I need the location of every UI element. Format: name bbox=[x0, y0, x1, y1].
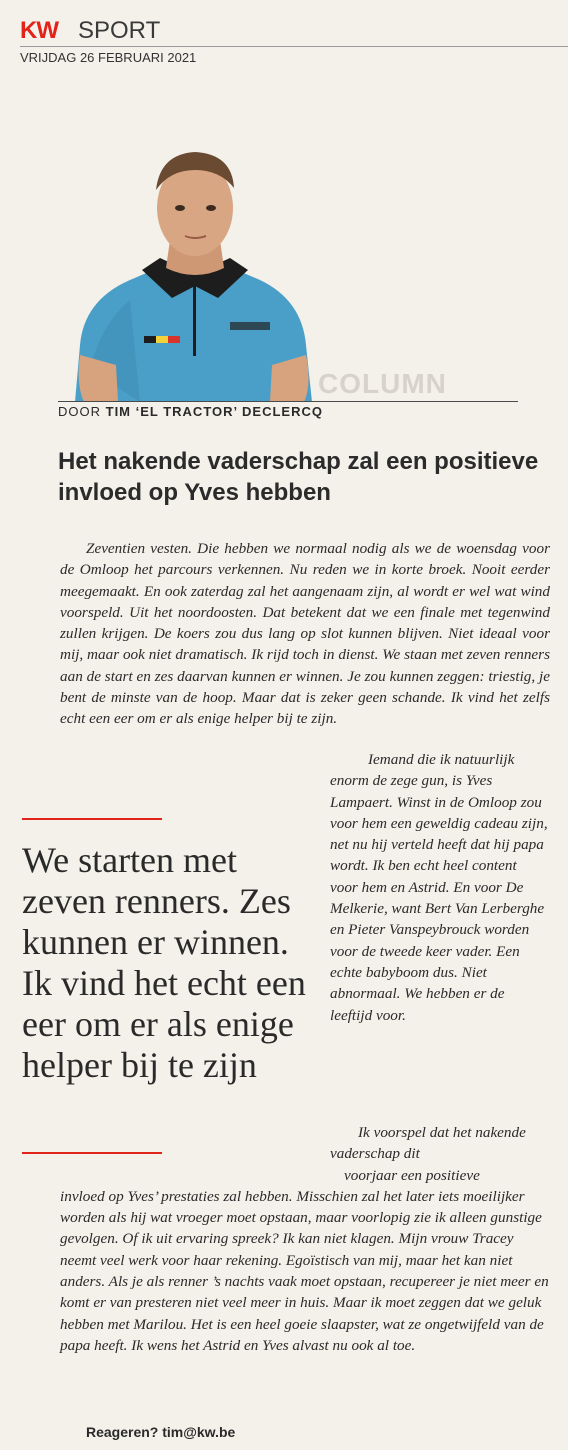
masthead bbox=[20, 16, 568, 47]
body-paragraph-2-text: Iemand die ik natuurlijk enorm de zege gun, is Yves Lampaert. Winst in de Omloop zou voor hem een geweldig cadeau zijn, net nu hij verteld heeft dat hij papa wordt. Ik ben echt heel content voor hem en Astrid. En voor De Melkerie, want Bert Van Lerberghe en Pieter Vanspeybrouck worden voor de tweede keer vader. Een echte babyboom dus. Niet abnormaal. We hebben er de leeftijd voor. bbox=[330, 751, 548, 1024]
body-paragraph-3-line-a: Ik voorspel dat het nakende vaderschap dit bbox=[330, 1124, 526, 1163]
author-photo bbox=[70, 140, 320, 402]
byline-author: TIM ‘EL TRACTOR’ DECLERCQ bbox=[105, 404, 323, 419]
cyclist-portrait-image bbox=[70, 140, 320, 402]
contact-line[interactable]: Reageren? tim@kw.be bbox=[86, 1424, 236, 1440]
body-paragraph-3-rest: invloed op Yves’ prestaties zal hebben. Misschien zal het later iets moeilijker worden als hij wat vroeger moet opstaan, maar voorlopig zie ik alleen gunstige gevolgen. Of ik uit ervaring spreek? Ik kan niet klagen. Mijn vrouw Tracey neemt veel werk voor haar rekening. Egoïstisch van mij, maar het kan niet anders. Als je als renner ’s nachts vaak moet opstaan, recupereer je niet meer en komt er van presteren niet veel meer in huis. Maar ik moet zeggen dat we geluk hebben met Marilou. Het is een heel goeie slaapster, wat ze ongetwijfeld van de papa heeft. Ik wens het Astrid en Yves alvast nu ook al toe. bbox=[60, 1187, 549, 1354]
body-paragraph-3-line-b: voorjaar een positieve bbox=[344, 1166, 480, 1184]
pullquote-rule-top bbox=[22, 818, 162, 820]
dateline: VRIJDAG 26 FEBRUARI 2021 bbox=[20, 50, 197, 65]
headline: Het nakende vaderschap zal een positieve invloed op Yves hebben bbox=[58, 448, 539, 506]
kw-logo: KW bbox=[20, 17, 58, 44]
body-paragraph-2 bbox=[330, 749, 548, 1026]
body-paragraph-1: Zeventien vesten. Die hebben we normaal nodig als we de woensdag voor de Omloop het parcours verkennen. Nu reden we in korte broek. Nooit eerder meegemaakt. En ook zaterdag zal het aangenaam zijn, al wordt er wel wat wind voorspeld. Uit het noordoosten. Dat betekent dat we een finale met tegenwind zullen krijgen. De koers zou dus lang op slot kunnen blijven. Niet ideaal voor mij, maar ook niet dramatisch. Ik rijd toch in dienst. We staan met zeven renners aan de start en zes daarvan kunnen er winnen. Je zou kunnen zeggen: triestig, je bent de minste van de hoop. Maar dat is zeker geen schande. Ik vind het zelfs echt een eer om er als enige helper bij te zijn. bbox=[60, 540, 550, 728]
byline bbox=[58, 404, 323, 419]
byline-divider bbox=[58, 401, 518, 402]
pullquote: We starten met zeven renners. Zes kunnen er winnen. Ik vind het echt een eer om er als enige helper bij te zijn bbox=[22, 840, 306, 1085]
section-title: SPORT bbox=[78, 17, 161, 44]
column-label: COLUMN bbox=[318, 368, 447, 399]
byline-prefix: DOOR bbox=[58, 404, 101, 419]
body-paragraph-3 bbox=[60, 1122, 550, 1356]
